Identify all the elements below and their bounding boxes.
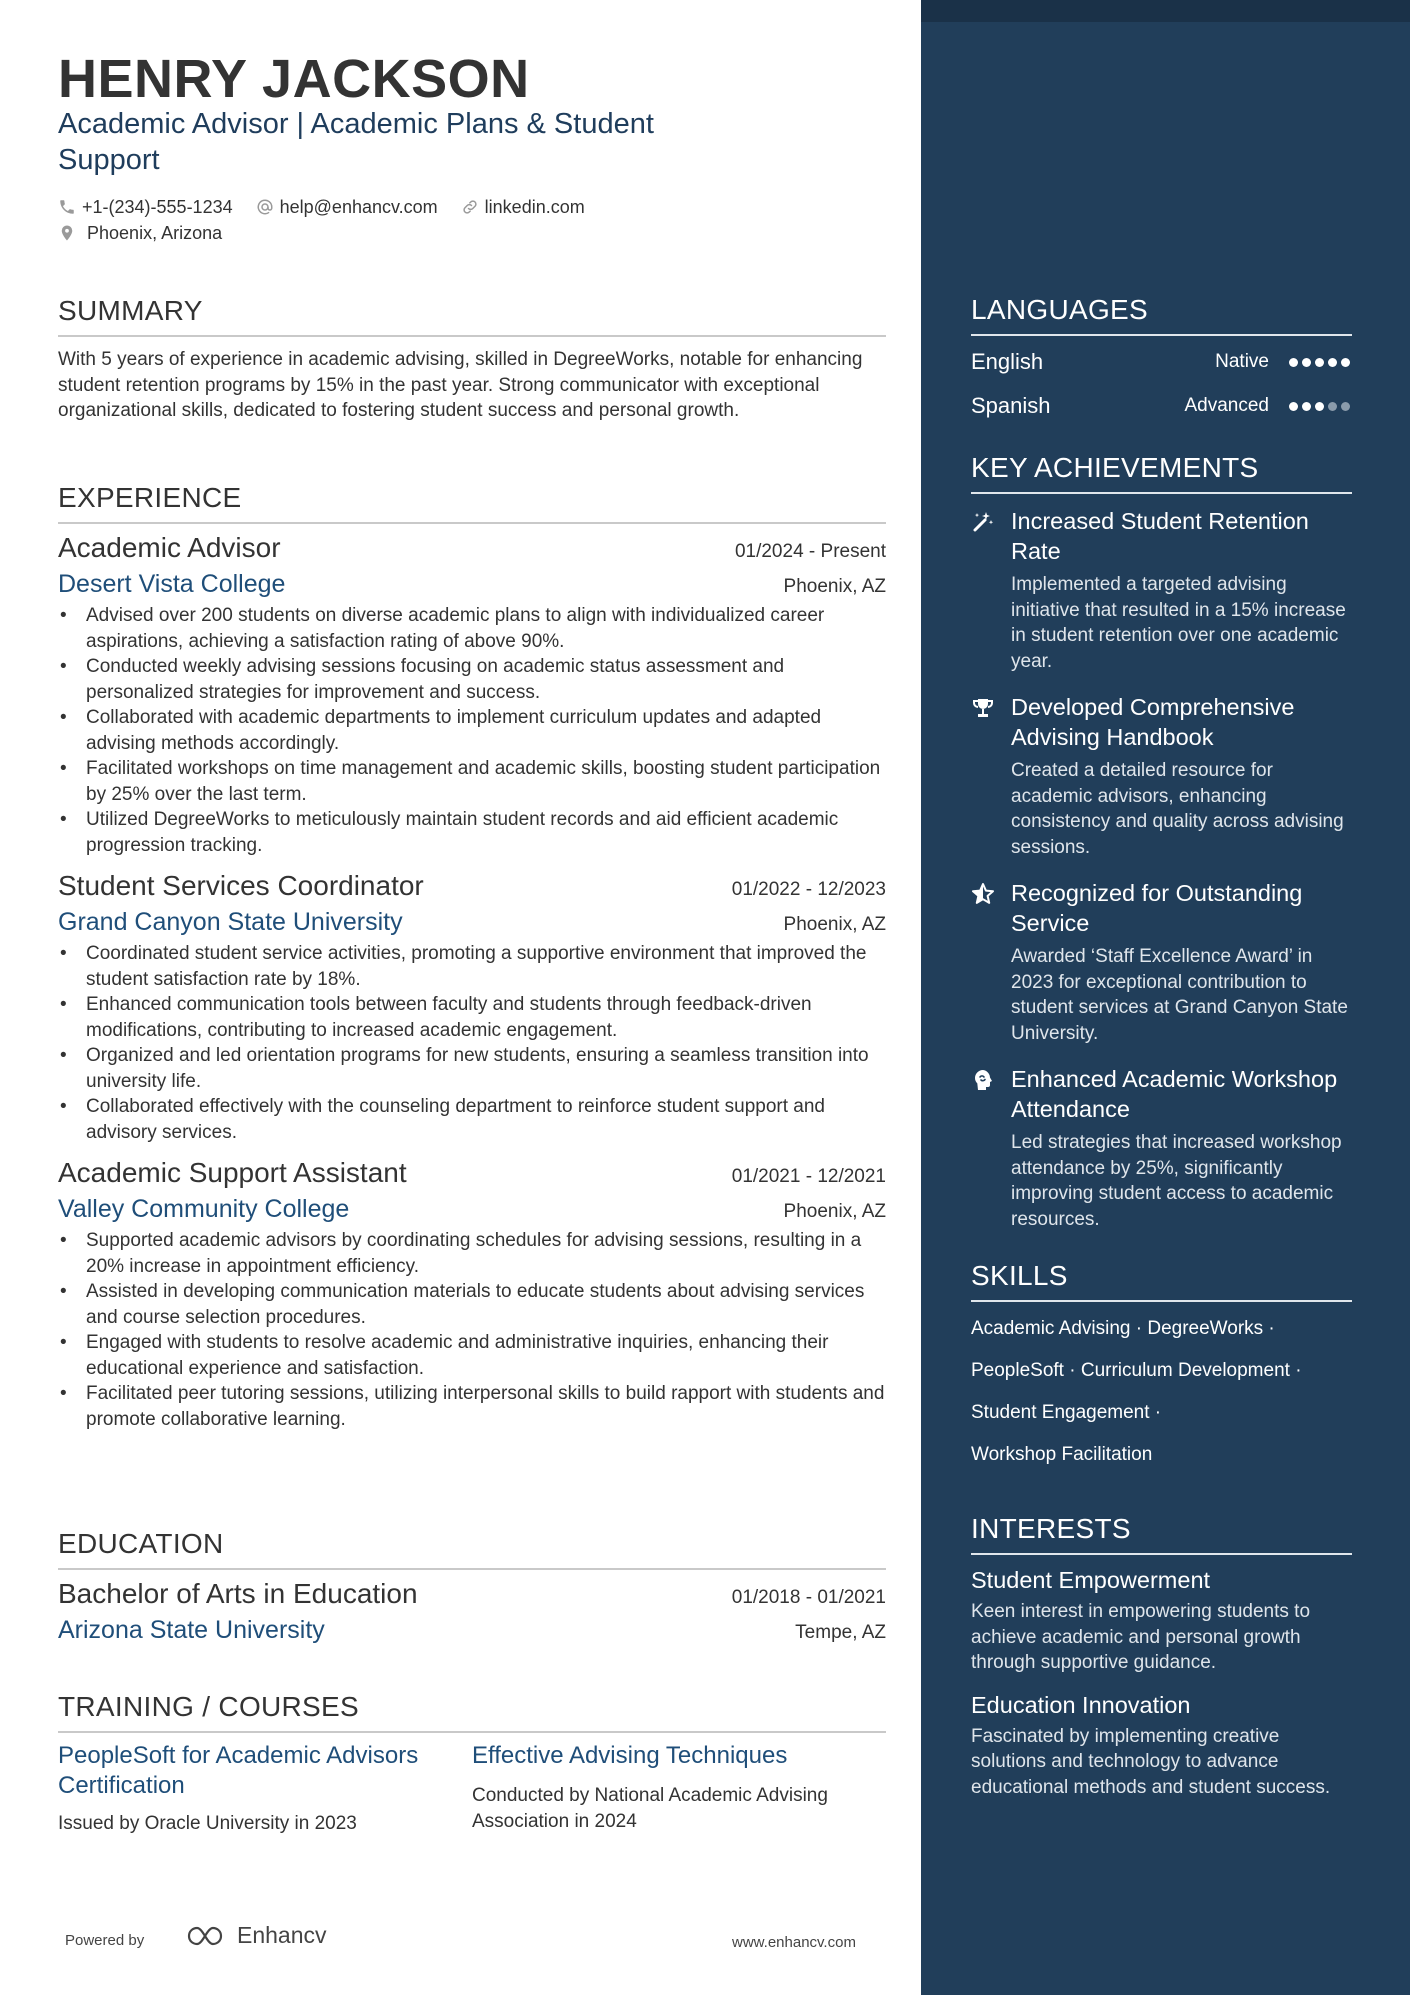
degree-title: Bachelor of Arts in Education xyxy=(58,1578,418,1609)
experience-section xyxy=(58,482,886,1432)
job-entry xyxy=(58,1157,886,1432)
skills-section xyxy=(971,1260,1352,1476)
email-contact[interactable] xyxy=(256,194,438,220)
job-organization: Grand Canyon State University xyxy=(58,908,403,936)
course-description: Issued by Oracle University in 2023 xyxy=(58,1813,357,1834)
job-title: Academic Advisor xyxy=(58,532,281,563)
rating-dot-filled xyxy=(1289,402,1298,411)
job-dates: 01/2021 - 12/2021 xyxy=(731,1166,886,1187)
language-rating xyxy=(1285,358,1350,367)
job-organization: Valley Community College xyxy=(58,1195,350,1223)
achievement-title: Recognized for Outstanding Service xyxy=(1011,880,1303,936)
bullet-item: • Advised over 200 students on diverse academic plans to align with individualized career aspirations, achieving a satisfaction rating of above 90%. xyxy=(58,603,886,654)
rating-dot-filled xyxy=(1341,358,1350,367)
achievement-item xyxy=(971,692,1352,860)
achievement-item xyxy=(971,506,1352,674)
school-location: Tempe, AZ xyxy=(795,1622,886,1643)
language-level: Advanced xyxy=(1184,395,1269,416)
bullet-item: • Engaged with students to resolve academic and administrative inquiries, enhancing their educational experience and satisfaction. xyxy=(58,1330,886,1381)
job-entry xyxy=(58,532,886,858)
interest-item xyxy=(971,1565,1352,1676)
magic-wand-icon xyxy=(971,510,995,534)
rating-dot-filled xyxy=(1315,358,1324,367)
star-icon xyxy=(971,882,995,906)
achievement-description: Led strategies that increased workshop attendance by 25%, significantly improving student access to academic resources. xyxy=(1011,1132,1342,1230)
training-title: TRAINING / COURSES xyxy=(58,1691,886,1733)
enhancv-logo-icon xyxy=(185,1924,231,1948)
education-entry xyxy=(58,1578,886,1645)
phone-text: +1-(234)-555-1234 xyxy=(82,196,233,217)
bullet-item: • Enhanced communication tools between faculty and students through feedback-driven modifications, contributing to increased academic engagement. xyxy=(58,992,886,1043)
bullet-item: • Coordinated student service activities, promoting a supportive environment that improved the student satisfaction rate by 18%. xyxy=(58,941,886,992)
powered-by-label: Powered by xyxy=(65,1932,145,1949)
course-item xyxy=(472,1741,886,1837)
achievement-item xyxy=(971,878,1352,1046)
skill-line: Workshop Facilitation xyxy=(971,1444,1153,1465)
language-item xyxy=(971,384,1352,428)
bullet-item: • Facilitated workshops on time management and academic skills, boosting student participation by 25% over the last term. xyxy=(58,756,886,807)
languages-title: LANGUAGES xyxy=(971,294,1352,336)
achievement-description: Implemented a targeted advising initiative that resulted in a 15% increase in student retention over one academic year. xyxy=(1011,574,1346,672)
job-location: Phoenix, AZ xyxy=(783,576,886,597)
rating-dot-filled xyxy=(1302,402,1311,411)
job-bullets xyxy=(58,941,886,1145)
phone-icon xyxy=(58,198,76,216)
job-organization: Desert Vista College xyxy=(58,570,286,598)
summary-text: With 5 years of experience in academic advising, skilled in DegreeWorks, notable for enhancing student retention programs by 15% in the past year. Strong communicator with exceptional organizational skills, dedicated to fostering student success and personal growth. xyxy=(58,349,863,421)
bullet-item: • Collaborated effectively with the counseling department to reinforce student support and advisory services. xyxy=(58,1094,886,1145)
interest-title: Student Empowerment xyxy=(971,1567,1211,1593)
education-dates: 01/2018 - 01/2021 xyxy=(731,1587,886,1608)
interests-section xyxy=(971,1513,1352,1800)
achievement-item xyxy=(971,1064,1352,1232)
course-item xyxy=(58,1741,472,1837)
headline: Academic Advisor | Academic Plans & Student Support xyxy=(58,108,654,176)
bullet-item: • Assisted in developing communication materials to educate students about advising services and course selection procedures. xyxy=(58,1279,886,1330)
course-title: Effective Advising Techniques xyxy=(472,1742,788,1769)
linkedin-contact[interactable] xyxy=(461,194,585,220)
bullet-item: • Collaborated with academic departments to implement curriculum updates and adapted advising methods accordingly. xyxy=(58,705,886,756)
job-title: Academic Support Assistant xyxy=(58,1157,407,1188)
rating-dot-filled xyxy=(1302,358,1311,367)
job-title: Student Services Coordinator xyxy=(58,870,424,901)
language-level: Native xyxy=(1215,351,1269,372)
languages-section xyxy=(971,294,1352,428)
interest-item xyxy=(971,1690,1352,1801)
skill-line: Academic Advising · DegreeWorks · xyxy=(971,1318,1275,1339)
bullet-item: • Conducted weekly advising sessions focusing on academic status assessment and personalized strategies for improvement and success. xyxy=(58,654,886,705)
brain-icon xyxy=(971,1068,995,1092)
achievements-section xyxy=(971,452,1352,1232)
job-entry xyxy=(58,870,886,1145)
course-description: Conducted by National Academic Advising Association in 2024 xyxy=(472,1785,828,1832)
rating-dot-empty xyxy=(1341,402,1350,411)
rating-dot-empty xyxy=(1328,402,1337,411)
enhancv-logo-text: Enhancv xyxy=(237,1922,327,1948)
phone-contact[interactable] xyxy=(58,194,233,220)
interest-description: Fascinated by implementing creative solutions and technology to advance educational methods and student success. xyxy=(971,1725,1331,1798)
bullet-item: • Supported academic advisors by coordinating schedules for advising sessions, resulting in a 20% increase in appointment efficiency. xyxy=(58,1228,886,1279)
interests-title: INTERESTS xyxy=(971,1513,1352,1555)
achievement-title: Enhanced Academic Workshop Attendance xyxy=(1011,1066,1338,1122)
achievements-title: KEY ACHIEVEMENTS xyxy=(971,452,1352,494)
job-location: Phoenix, AZ xyxy=(783,1201,886,1222)
language-name: Spanish xyxy=(971,393,1051,418)
summary-section xyxy=(58,295,886,424)
email-text: help@enhancv.com xyxy=(279,196,438,217)
trophy-icon xyxy=(971,696,995,720)
achievement-description: Created a detailed resource for academic advisors, enhancing consistency and quality across advising sessions. xyxy=(1011,760,1344,858)
language-item xyxy=(971,340,1352,384)
interest-description: Keen interest in empowering students to achieve academic and personal growth through supportive guidance. xyxy=(971,1601,1311,1673)
job-bullets xyxy=(58,1228,886,1432)
achievement-title: Developed Comprehensive Advising Handbook xyxy=(1011,694,1295,750)
linkedin-text: linkedin.com xyxy=(484,196,585,217)
rating-dot-filled xyxy=(1328,358,1337,367)
at-icon xyxy=(256,198,274,216)
contact-info xyxy=(58,194,886,249)
enhancv-logo[interactable] xyxy=(185,1922,327,1949)
bullet-item: • Organized and led orientation programs for new students, ensuring a seamless transition into university life. xyxy=(58,1043,886,1094)
interest-title: Education Innovation xyxy=(971,1691,1191,1718)
education-section xyxy=(58,1528,886,1645)
job-dates: 01/2022 - 12/2023 xyxy=(731,879,886,900)
school-name: Arizona State University xyxy=(58,1616,325,1644)
skills-title: SKILLS xyxy=(971,1260,1352,1302)
candidate-name: HENRY JACKSON xyxy=(58,49,530,109)
education-title: EDUCATION xyxy=(58,1528,886,1570)
achievement-title: Increased Student Retention Rate xyxy=(1011,508,1309,564)
experience-title: EXPERIENCE xyxy=(58,482,886,524)
language-name: English xyxy=(971,349,1044,374)
training-section xyxy=(58,1691,886,1837)
rating-dot-filled xyxy=(1289,358,1298,367)
link-icon xyxy=(461,198,479,216)
job-location: Phoenix, AZ xyxy=(783,914,886,935)
achievement-description: Awarded ‘Staff Excellence Award’ in 2023 for exceptional contribution to student services at Grand Canyon State University. xyxy=(1011,946,1348,1044)
job-bullets xyxy=(58,603,886,858)
location-contact xyxy=(58,223,868,249)
skills-list xyxy=(971,1308,1352,1476)
sidebar xyxy=(921,0,1410,1995)
skill-line: Student Engagement · xyxy=(971,1402,1162,1423)
skill-line: PeopleSoft · Curriculum Development · xyxy=(971,1360,1302,1381)
course-list xyxy=(58,1741,886,1837)
rating-dot-filled xyxy=(1315,402,1324,411)
course-title: PeopleSoft for Academic Advisors Certification xyxy=(58,1742,419,1799)
summary-title: SUMMARY xyxy=(58,295,886,337)
bullet-item: • Facilitated peer tutoring sessions, utilizing interpersonal skills to build rapport with students and promote collaborative learning. xyxy=(58,1381,886,1432)
footer-url[interactable]: www.enhancv.com xyxy=(732,1934,856,1951)
job-dates: 01/2024 - Present xyxy=(734,541,886,562)
sidebar-top-band xyxy=(921,0,1410,22)
location-pin-icon xyxy=(58,224,76,242)
bullet-item: • Utilized DegreeWorks to meticulously maintain student records and aid efficient academic progression tracking. xyxy=(58,807,886,858)
language-rating xyxy=(1285,402,1350,411)
location-text: Phoenix, Arizona xyxy=(87,223,223,243)
